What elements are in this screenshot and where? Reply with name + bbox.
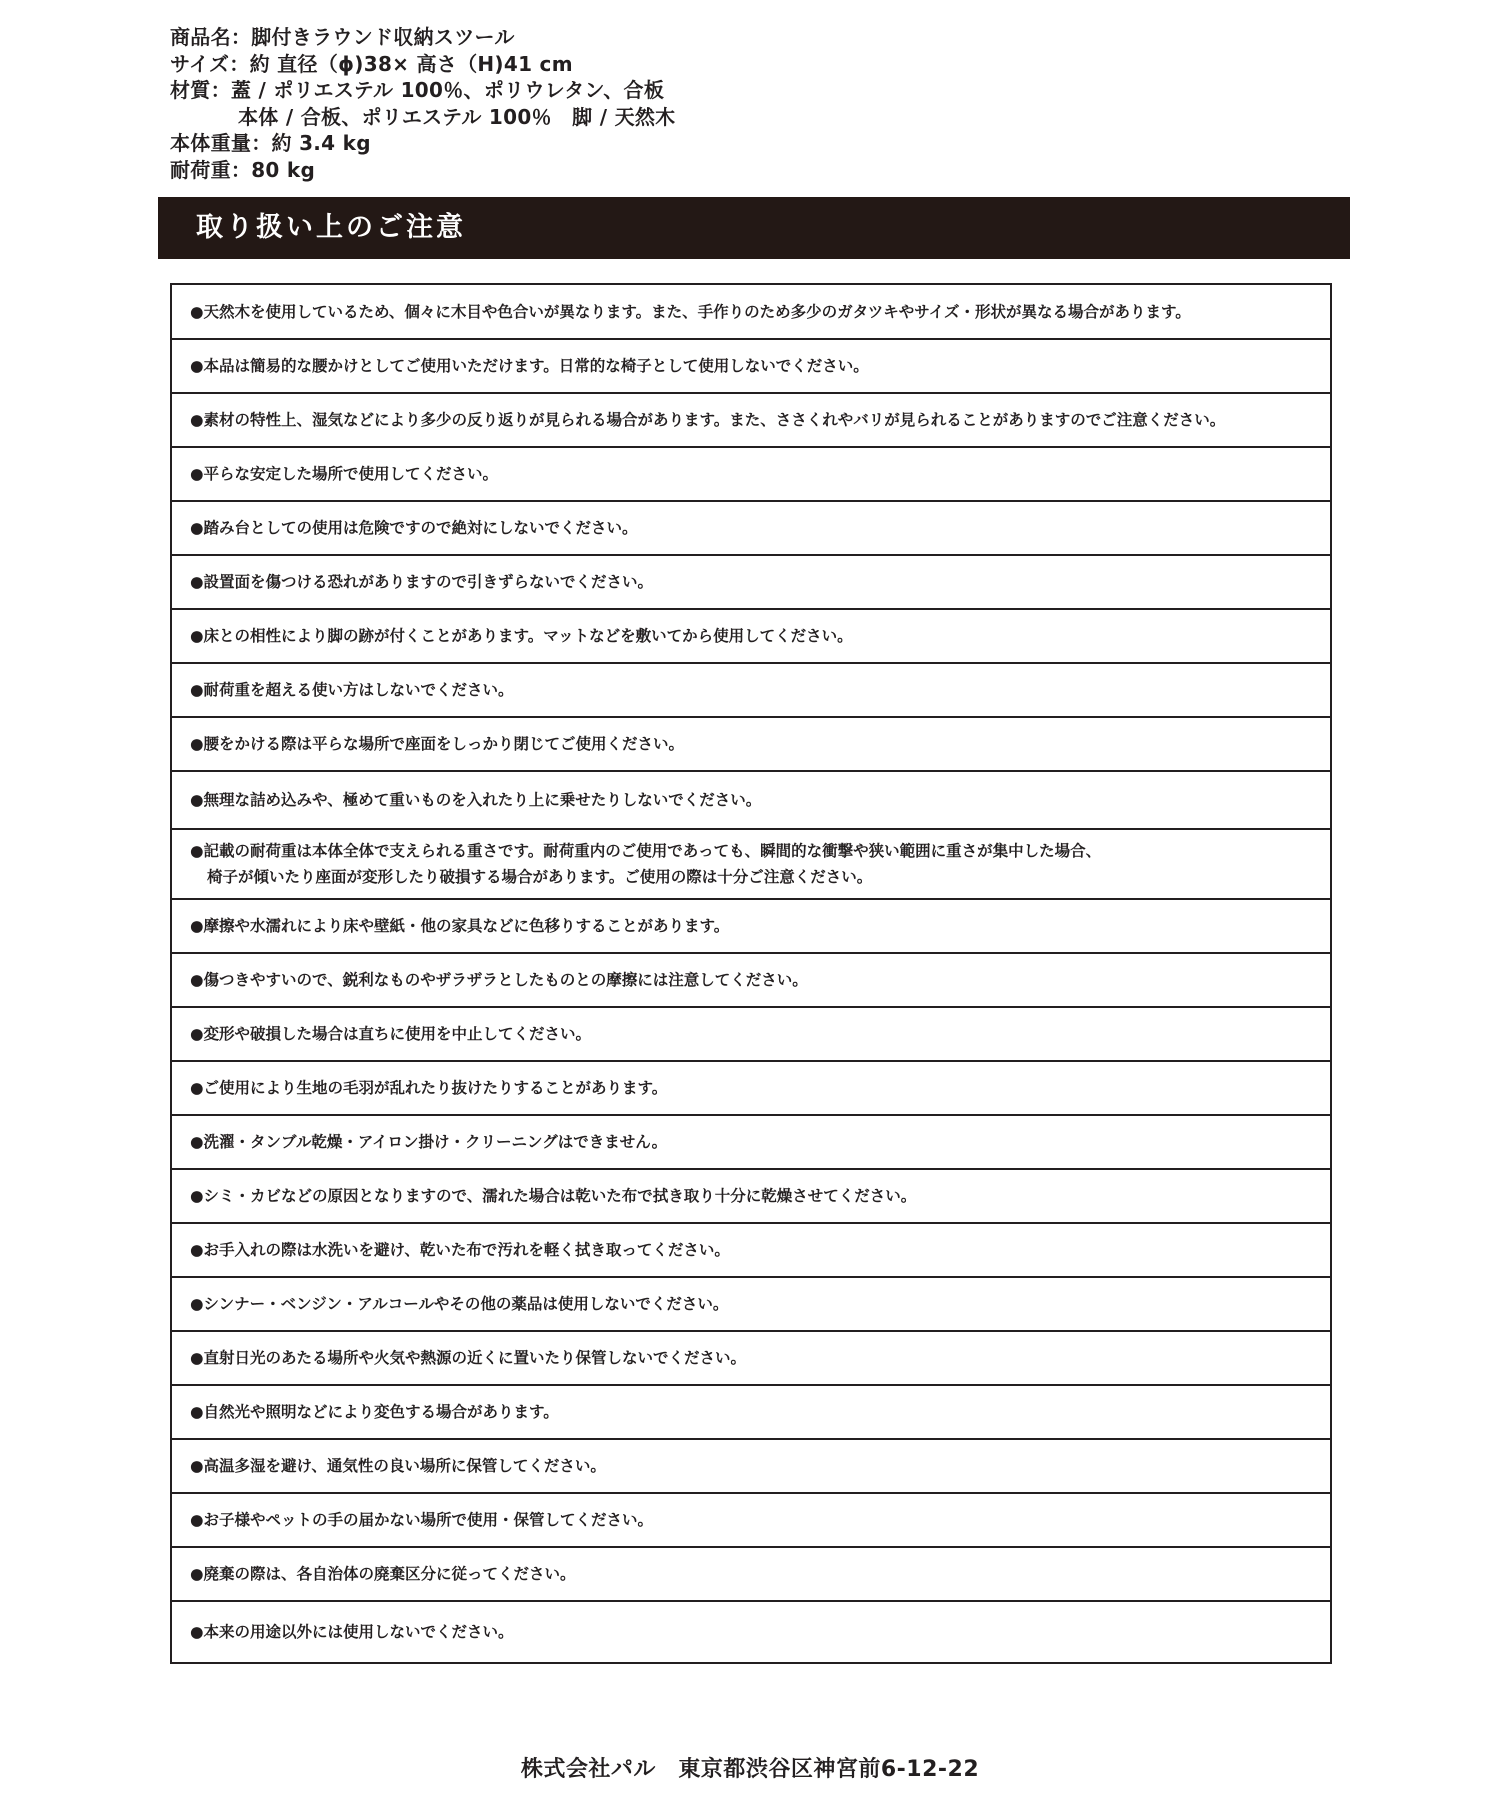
- caution-item: [172, 1170, 1330, 1224]
- caution-item: [172, 1602, 1330, 1662]
- caution-item: [172, 1008, 1330, 1062]
- caution-item: [172, 448, 1330, 502]
- product-material: 材質：蓋 / ポリエステル 100％、ポリウレタン、合板: [170, 78, 665, 102]
- caution-text: ●腰をかける際は平らな場所で座面をしっかり閉じてご使用ください。: [190, 735, 685, 753]
- caution-text: ●天然木を使用しているため、個々に木目や色合いが異なります。また、手作りのため多少のガタツキやサイズ・形状が異なる場合があります。: [190, 302, 1191, 321]
- caution-text: ●直射日光のあたる場所や火気や熱源の近くに置いたり保管しないでください。: [190, 1349, 747, 1367]
- caution-text: ●シンナー・ベンジン・アルコールやその他の薬品は使用しないでください。: [190, 1295, 729, 1313]
- caution-text: ●変形や破損した場合は直ちに使用を中止してください。: [190, 1025, 592, 1043]
- caution-text: ●高温多湿を避け、通気性の良い場所に保管してください。: [190, 1457, 606, 1475]
- caution-text: ●シミ・カビなどの原因となりますので、濡れた場合は乾いた布で拭き取り十分に乾燥させてください。: [190, 1187, 917, 1205]
- caution-item: [172, 718, 1330, 772]
- caution-item: [172, 1386, 1330, 1440]
- caution-text: ●洗濯・タンブル乾燥・アイロン掛け・クリーニングはできません。: [190, 1133, 668, 1151]
- caution-item: [172, 664, 1330, 718]
- caution-item: [172, 830, 1330, 900]
- product-size: サイズ：約 直径（ϕ)38× 高さ（H)41 cm: [170, 51, 573, 76]
- caution-item: [172, 954, 1330, 1008]
- caution-item: [172, 1062, 1330, 1116]
- caution-text: ●摩擦や水濡れにより床や壁紙・他の家具などに色移りすることがあります。: [190, 917, 730, 935]
- caution-item: [172, 610, 1330, 664]
- caution-text: ●素材の特性上、湿気などにより多少の反り返りが見られる場合があります。また、ささくれやバリが見られることがありますのでご注意ください。: [190, 411, 1226, 429]
- caution-text: ●お子様やペットの手の届かない場所で使用・保管してください。: [190, 1511, 654, 1529]
- company-footer: 株式会社パル 東京都渋谷区神宮前6-12-22: [520, 1757, 980, 1782]
- caution-item: [172, 1494, 1330, 1548]
- section-title: 取り扱い上のご注意: [196, 212, 466, 243]
- caution-item: [172, 285, 1330, 340]
- caution-text: ●踏み台としての使用は危険ですので絶対にしないでください。: [190, 519, 638, 537]
- caution-item: [172, 772, 1330, 830]
- caution-text: ●耐荷重を超える使い方はしないでください。: [190, 681, 514, 699]
- product-name: 商品名：脚付きラウンド収納スツール: [170, 25, 515, 49]
- product-load-capacity: 耐荷重：80 kg: [170, 157, 316, 182]
- caution-text: ●本来の用途以外には使用しないでください。: [190, 1623, 514, 1641]
- caution-item: [172, 340, 1330, 394]
- caution-item: [172, 1224, 1330, 1278]
- caution-text: 椅子が傾いたり座面が変形したり破損する場合があります。ご使用の際は十分ご注意ください。: [207, 868, 873, 886]
- caution-text: ●設置面を傷つける恐れがありますので引きずらないでください。: [190, 573, 654, 591]
- product-weight: 本体重量：約 3.4 kg: [170, 131, 371, 155]
- caution-text: ●記載の耐荷重は本体全体で支えられる重さです。耐荷重内のご使用であっても、瞬間的な衝撃や狭い範囲に重さが集中した場合、: [190, 842, 1102, 860]
- caution-item: [172, 1332, 1330, 1386]
- section-title-bar: [158, 197, 1350, 259]
- caution-item: [172, 900, 1330, 954]
- caution-text: ●床との相性により脚の跡が付くことがあります。マットなどを敷いてから使用してください。: [190, 627, 853, 645]
- caution-text: ●平らな安定した場所で使用してください。: [190, 465, 499, 483]
- caution-item: [172, 1116, 1330, 1170]
- caution-item: [172, 394, 1330, 448]
- caution-item: [172, 1548, 1330, 1602]
- caution-item: [172, 1440, 1330, 1494]
- caution-list: [170, 283, 1332, 1664]
- caution-text: ●お手入れの際は水洗いを避け、乾いた布で汚れを軽く拭き取ってください。: [190, 1241, 730, 1259]
- caution-text: ●ご使用により生地の毛羽が乱れたり抜けたりすることがあります。: [190, 1079, 668, 1097]
- caution-item: [172, 502, 1330, 556]
- caution-text: ●本品は簡易的な腰かけとしてご使用いただけます。日常的な椅子として使用しないでください。: [190, 357, 869, 375]
- product-material-body: 本体 / 合板、ポリエステル 100％ 脚 / 天然木: [238, 104, 676, 129]
- caution-item: [172, 1278, 1330, 1332]
- caution-text: ●傷つきやすいので、鋭利なものやザラザラとしたものとの摩擦には注意してください。: [190, 971, 808, 989]
- caution-text: ●自然光や照明などにより変色する場合があります。: [190, 1403, 559, 1421]
- caution-item: [172, 556, 1330, 610]
- caution-text: ●廃棄の際は、各自治体の廃棄区分に従ってください。: [190, 1565, 576, 1583]
- product-spec: [170, 24, 1270, 183]
- caution-text: ●無理な詰め込みや、極めて重いものを入れたり上に乗せたりしないでください。: [190, 791, 762, 809]
